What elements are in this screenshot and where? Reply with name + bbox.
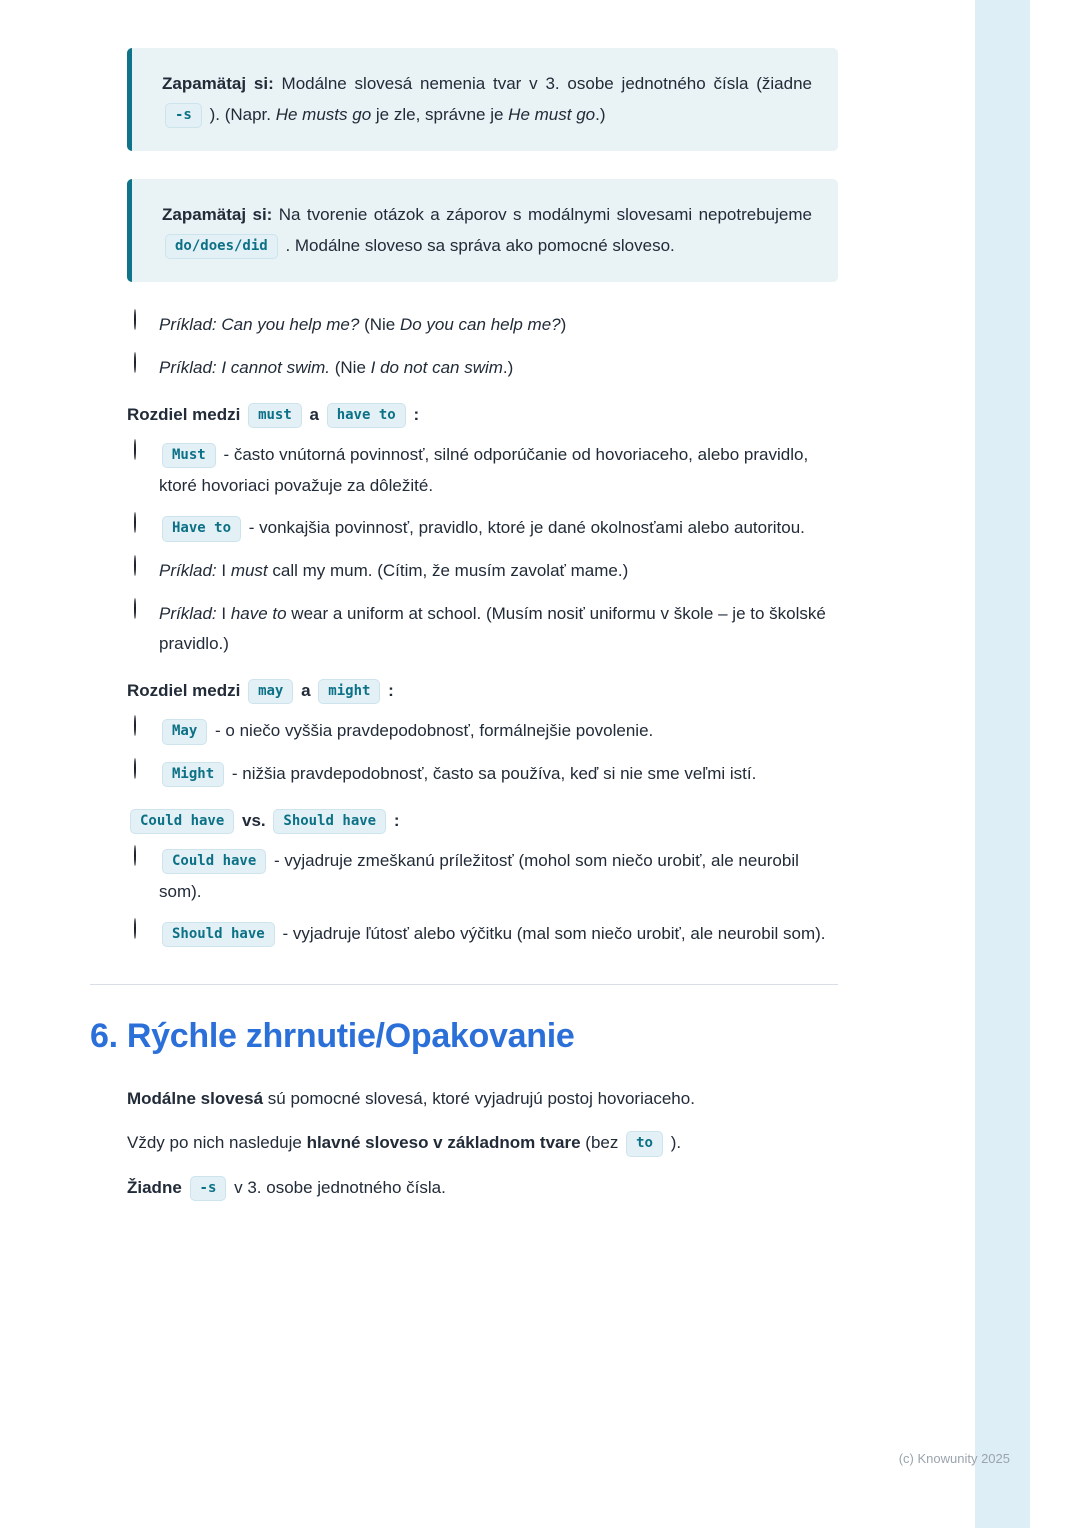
list-item [134,353,838,384]
list-item [134,556,838,587]
code-chip: do/does/did [165,234,278,259]
code-chip: Must [162,443,216,468]
bullet-marker [134,759,159,790]
callout-note [127,179,838,282]
page-title: 6. Rýchle zhrnutie/Opakovanie [90,1016,575,1055]
bullet-marker [102,676,127,707]
bullet-marker [134,353,159,384]
definition-text: Must - často vnútorná povinnosť, silné odporúčanie od hovoriaceho, alebo pravidlo, ktoré hovoriaci považuje za dôležité. [159,445,809,495]
section-heading: Rozdiel medzi may a might : [127,676,838,707]
bullet-marker [134,599,159,660]
code-chip: Should have [162,922,275,947]
circle-bullet-icon [134,845,136,866]
summary-text: Žiadne -s v 3. osobe jednotného čísla. [127,1173,838,1204]
definition-text: Might - nižšia pravdepodobnosť, často sa používa, keď si nie sme veľmi istí. [159,759,838,790]
code-chip: Could have [130,809,234,834]
summary-text: Modálne slovesá sú pomocné slovesá, ktoré vyjadrujú postoj hovoriaceho. [127,1088,695,1108]
bullet-marker [102,1128,127,1159]
list-item [134,513,838,544]
bullet-marker [134,440,159,501]
code-chip: must [248,403,302,428]
bullet-marker [102,806,127,837]
code-chip: may [248,679,293,704]
bullet-marker [134,513,159,544]
bullet-marker [102,179,127,282]
bullet-marker [134,310,159,341]
circle-bullet-icon [134,512,136,533]
code-chip: have to [327,403,406,428]
code-chip: Might [162,762,224,787]
section-heading: Could have vs. Should have : [127,806,838,837]
example-text: Príklad: I must call my mum. (Cítim, že musím zavolať mame.) [159,560,629,580]
list-item [102,676,838,707]
list-item [134,919,838,950]
document-content [90,48,838,1218]
circle-bullet-icon [134,439,136,460]
definition-text: May - o niečo vyššia pravdepodobnosť, formálnejšie povolenie. [159,716,838,747]
code-chip: May [162,719,207,744]
circle-bullet-icon [134,309,136,330]
list-item [134,759,838,790]
callout-text: Zapamätaj si: Na tvorenie otázok a záporov s modálnymi slovesami nepotrebujeme do/does/did . Modálne sloveso sa správa ako pomocné sloveso. [162,200,812,261]
bullet-marker [102,400,127,431]
bullet-marker [134,846,159,907]
circle-bullet-icon [134,918,136,939]
page-edge-strip [975,0,1030,1528]
example-text: Príklad: Can you help me? (Nie Do you can help me?) [159,315,567,335]
code-chip: Have to [162,516,241,541]
circle-bullet-icon [134,555,136,576]
code-chip: to [626,1131,663,1156]
example-text: Príklad: I cannot swim. (Nie I do not can swim.) [159,357,514,377]
code-chip: -s [165,103,202,128]
list-item [102,1173,838,1204]
list-item [134,716,838,747]
section-divider [90,984,838,985]
callout-text: Zapamätaj si: Modálne slovesá nemenia tvar v 3. osobe jednotného čísla (žiadne -s ). (Napr. He musts go je zle, správne je He must go.) [162,69,812,130]
definition-text: Have to - vonkajšia povinnosť, pravidlo, ktoré je dané okolnosťami alebo autoritou. [159,513,838,544]
circle-bullet-icon [134,715,136,736]
bullet-marker [102,48,127,151]
list-item [102,48,838,151]
circle-bullet-icon [134,598,136,619]
list-item [102,179,838,282]
bullet-marker [134,919,159,950]
bullet-marker [102,1084,127,1115]
section-heading: Rozdiel medzi must a have to : [127,400,838,431]
page-footer: (c) Knowunity 2025 [898,1451,1010,1466]
list-item [102,806,838,837]
bullet-marker [134,556,159,587]
list-item [102,1128,838,1159]
code-chip: -s [190,1176,227,1201]
list-item [102,400,838,431]
list-item [134,310,838,341]
circle-bullet-icon [134,758,136,779]
code-chip: Could have [162,849,266,874]
callout-note [127,48,838,151]
list-item [134,846,838,907]
definition-text: Should have - vyjadruje ľútosť alebo výčitku (mal som niečo urobiť, ale neurobil som). [159,919,838,950]
bullet-marker [134,716,159,747]
code-chip: might [318,679,380,704]
list-item [134,599,838,660]
example-text: Príklad: I have to wear a uniform at school. (Musím nosiť uniformu v škole – je to školské pravidlo.) [159,603,826,654]
list-item [134,440,838,501]
code-chip: Should have [273,809,386,834]
circle-bullet-icon [134,352,136,373]
summary-text: Vždy po nich nasleduje hlavné sloveso v základnom tvare (bez to ). [127,1128,838,1159]
bullet-marker [102,1173,127,1204]
list-item [102,1084,838,1115]
definition-text: Could have - vyjadruje zmeškanú príležitosť (mohol som niečo urobiť, ale neurobil som). [159,851,799,901]
